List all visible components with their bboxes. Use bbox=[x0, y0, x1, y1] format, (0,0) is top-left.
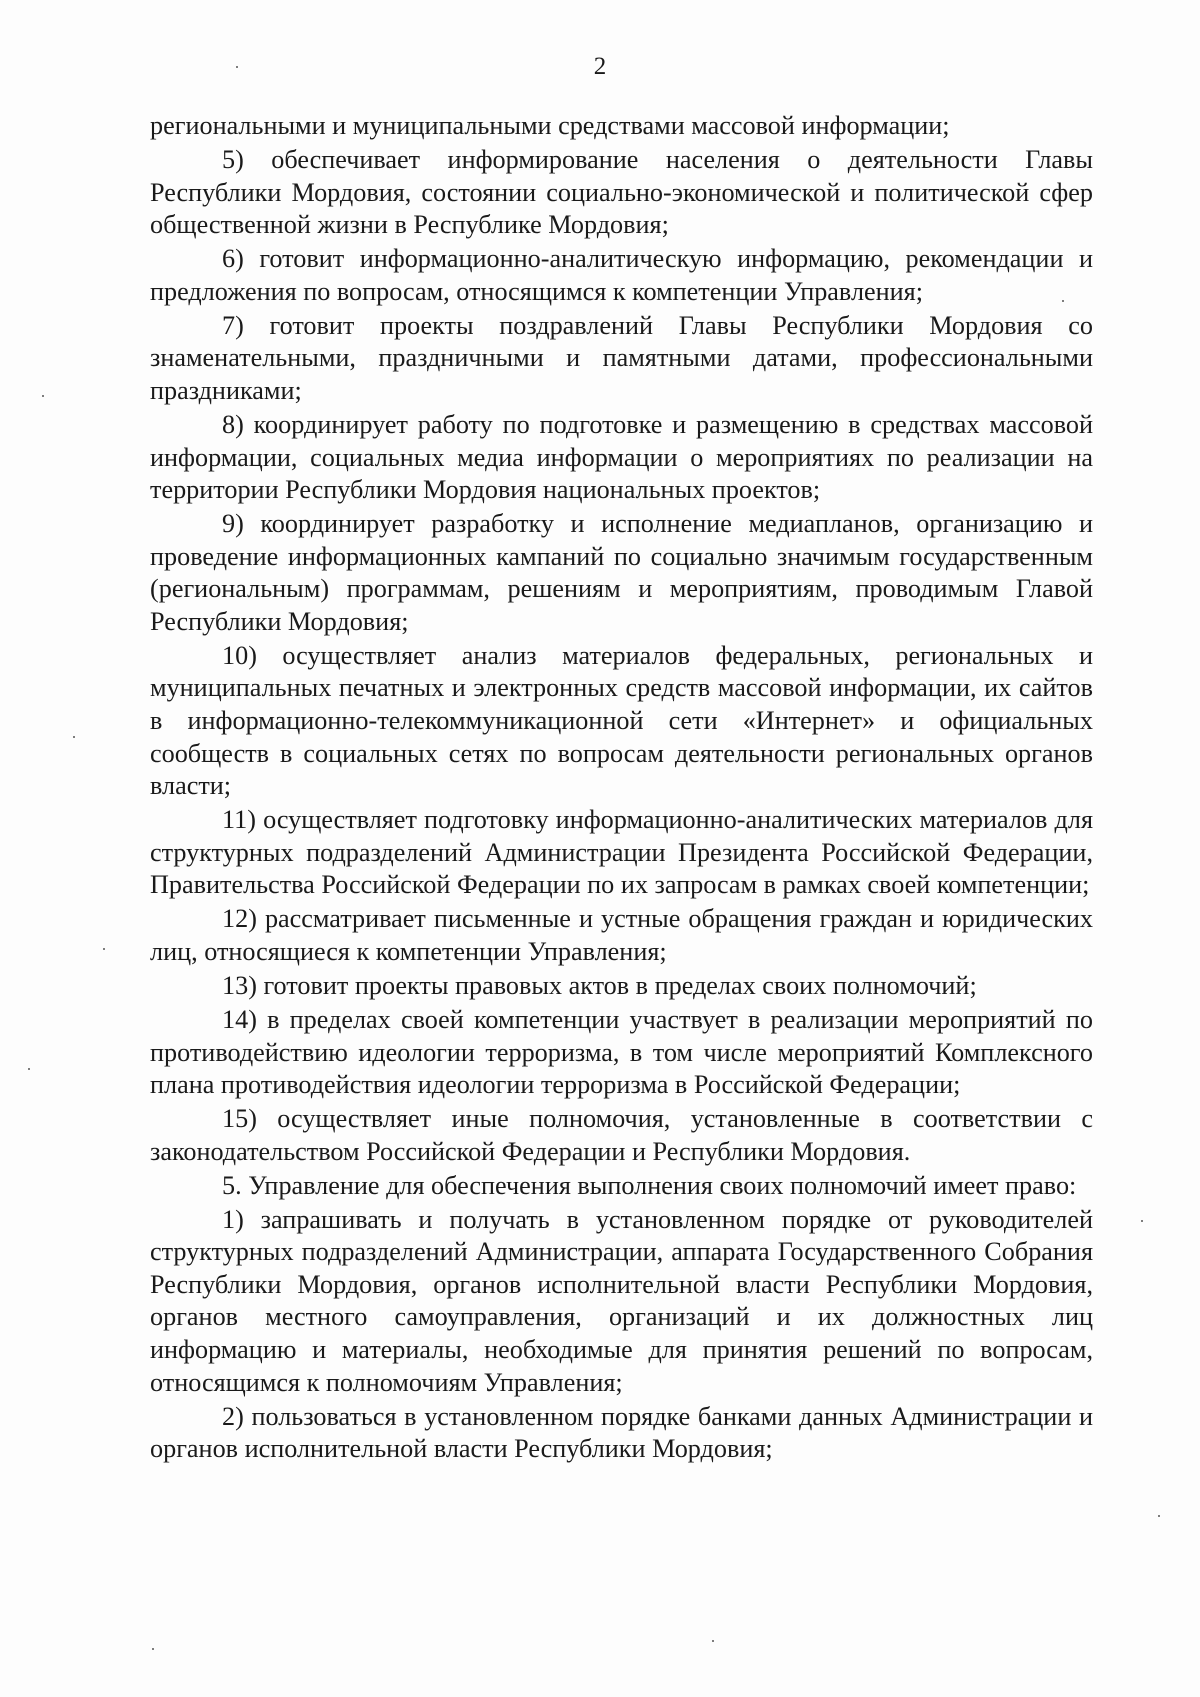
list-item-13: 13) готовит проекты правовых актов в пределах своих полномочий; bbox=[222, 970, 977, 1000]
list-item-14: 14) в пределах своей компетенции участвует в реализации мероприятий по противодействию идеологии терроризма, в том числе мероприятий Комплексного плана противодействия идеологии терроризма в Российской Федерации; bbox=[150, 1004, 1093, 1100]
list-item-5: 5) обеспечивает информирование населения о деятельности Главы Республики Мордовия, состоянии социально-экономической и политической сфер общественной жизни в Республике Мордовия; bbox=[150, 144, 1093, 240]
page-number: 2 bbox=[593, 53, 607, 80]
right-item-1: 1) запрашивать и получать в установленном порядке от руководителей структурных подразделений Администрации, аппарата Государственного Собрания Республики Мордовия, органов исполнительной власти Республики Мордовия, органов местного самоуправления, организаций и их должностных лиц информацию и материалы, необходимые для принятия решений по вопросам, относящимся к полномочиям Управления; bbox=[150, 1204, 1093, 1397]
list-item-15: 15) осуществляет иные полномочия, установленные в соответствии с законодательством Российской Федерации и Республики Мордовия. bbox=[150, 1104, 1093, 1166]
list-item-7: 7) готовит проекты поздравлений Главы Республики Мордовия со знаменательными, праздничными и памятными датами, профессиональными праздниками; bbox=[150, 310, 1093, 405]
paragraph-continuation: региональными и муниципальными средствами массовой информации; bbox=[150, 111, 950, 140]
list-item-6: 6) готовит информационно-аналитическую информацию, рекомендации и предложения по вопросам, относящимся к компетенции Управления; bbox=[150, 244, 1093, 306]
list-item-12: 12) рассматривает письменные и устные обращения граждан и юридических лиц, относящиеся к компетенции Управления; bbox=[150, 904, 1093, 966]
list-item-11: 11) осуществляет подготовку информационно-аналитических материалов для структурных подразделений Администрации Президента Российской Федерации, Правительства Российской Федерации по их запросам в рамках своей компетенции; bbox=[150, 805, 1093, 900]
list-item-9: 9) координирует разработку и исполнение медиапланов, организацию и проведение информационных кампаний по социально значимым государственным (региональным) программам, решениям и мероприятиям, проводимым Главой Республики Мордовия; bbox=[150, 509, 1093, 636]
section-5-heading: 5. Управление для обеспечения выполнения своих полномочий имеет право: bbox=[222, 1170, 1077, 1200]
right-item-2: 2) пользоваться в установленном порядке банками данных Администрации и органов исполнительной власти Республики Мордовия; bbox=[150, 1401, 1093, 1464]
list-item-10: 10) осуществляет анализ материалов федеральных, региональных и муниципальных печатных и электронных средств массовой информации, их сайтов в информационно-телекоммуникационной сети «Интернет» и официальных сообществ в социальных сетях по вопросам деятельности региональных органов власти; bbox=[150, 640, 1093, 801]
list-item-8: 8) координирует работу по подготовке и размещению в средствах массовой информации, социальных медиа информации о мероприятиях по реализации на территории Республики Мордовия национальных проектов; bbox=[150, 409, 1093, 505]
document-body bbox=[150, 110, 1093, 1467]
